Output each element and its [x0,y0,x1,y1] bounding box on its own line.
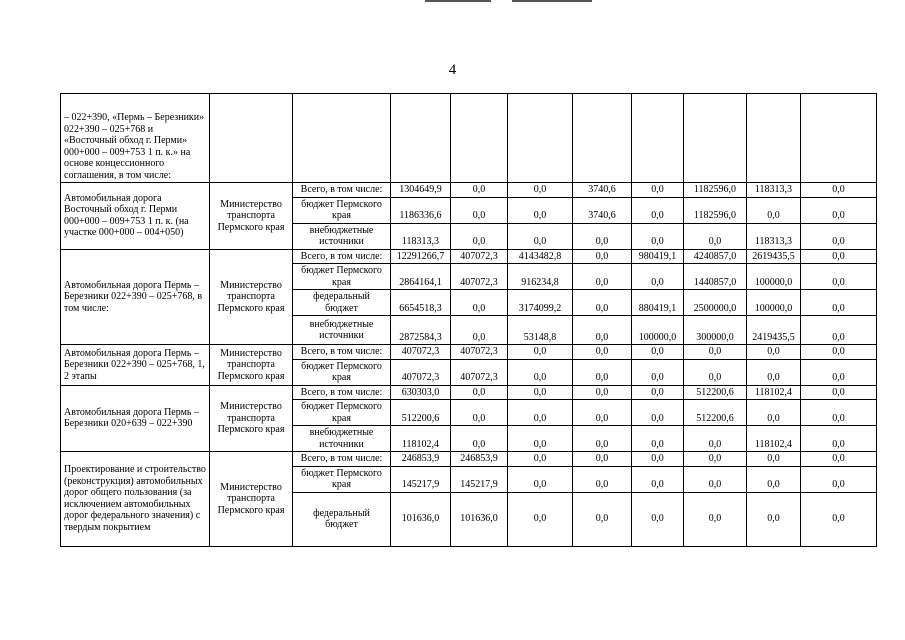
amount-cell: 0,0 [508,466,573,492]
executor-cell: Министерство транспорта Пермского края [210,183,293,250]
amount-cell: 101636,0 [451,492,508,546]
amount-cell: 3740,6 [573,197,632,223]
amount-cell: 0,0 [632,345,684,360]
header-rule-left [425,0,491,2]
executor-cell: Министерство транспорта Пермского края [210,452,293,547]
amount-cell: 0,0 [801,197,877,223]
funding-source-cell: бюджет Пермского края [293,400,391,426]
amount-cell: 246853,9 [451,452,508,467]
amount-cell: 0,0 [684,426,747,452]
amount-cell: 100000,0 [747,290,801,316]
amount-cell: 0,0 [801,316,877,345]
funding-source-cell: федеральный бюджет [293,492,391,546]
amount-cell: 0,0 [801,290,877,316]
amount-cell: 0,0 [508,492,573,546]
amount-cell: 0,0 [632,359,684,385]
funding-source-cell: внебюджетные источники [293,223,391,249]
amount-cell: 100000,0 [632,316,684,345]
amount-cell: 0,0 [573,452,632,467]
amount-cell: 12291266,7 [391,249,451,264]
amount-cell: 100000,0 [747,264,801,290]
amount-cell: 0,0 [573,223,632,249]
amount-cell: 0,0 [684,345,747,360]
amount-cell: 0,0 [573,345,632,360]
amount-cell: 0,0 [801,359,877,385]
amount-cell: 2500000,0 [684,290,747,316]
amount-cell: 407072,3 [451,249,508,264]
amount-cell: 0,0 [632,426,684,452]
amount-cell: 0,0 [451,197,508,223]
amount-cell: 0,0 [632,400,684,426]
amount-cell: 1182596,0 [684,183,747,198]
amount-cell: 0,0 [801,452,877,467]
funding-source-cell: Всего, в том числе: [293,345,391,360]
amount-cell: 0,0 [747,492,801,546]
amount-cell: 0,0 [573,264,632,290]
amount-cell: 0,0 [801,345,877,360]
amount-cell: 407072,3 [451,345,508,360]
amount-cell: 0,0 [747,400,801,426]
amount-cell: 512200,6 [391,400,451,426]
amount-cell: 0,0 [508,345,573,360]
amount-cell: 0,0 [801,264,877,290]
amount-cell: 101636,0 [391,492,451,546]
table-body [61,94,877,547]
funding-source-cell: внебюджетные источники [293,316,391,345]
empty-cell [391,94,451,183]
amount-cell: 0,0 [801,223,877,249]
amount-cell: 0,0 [801,426,877,452]
amount-cell: 53148,8 [508,316,573,345]
table-row [61,452,877,467]
amount-cell: 0,0 [508,400,573,426]
funding-source-cell: бюджет Пермского края [293,264,391,290]
amount-cell: 118313,3 [747,223,801,249]
amount-cell: 512200,6 [684,385,747,400]
funding-source-cell: бюджет Пермского края [293,197,391,223]
empty-cell [573,94,632,183]
amount-cell: 630303,0 [391,385,451,400]
header-rule-right [512,0,592,2]
amount-cell: 407072,3 [451,359,508,385]
table-row [61,345,877,360]
amount-cell: 0,0 [801,466,877,492]
amount-cell: 118102,4 [391,426,451,452]
amount-cell: 0,0 [508,385,573,400]
amount-cell: 1440857,0 [684,264,747,290]
amount-cell: 0,0 [508,426,573,452]
empty-cell [451,94,508,183]
intro-name-cell: – 022+390, «Пермь – Березники» 022+390 – 025+768 и «Восточный обход г. Перми» 000+000 – 009+753 1 п. к.» на основе концессионного соглашения, в том числе: [61,94,210,183]
amount-cell: 2864164,1 [391,264,451,290]
amount-cell: 1182596,0 [684,197,747,223]
amount-cell: 0,0 [684,466,747,492]
amount-cell: 0,0 [508,197,573,223]
executor-cell: Министерство транспорта Пермского края [210,345,293,386]
amount-cell: 0,0 [451,426,508,452]
amount-cell: 246853,9 [391,452,451,467]
amount-cell: 0,0 [573,290,632,316]
amount-cell: 6654518,3 [391,290,451,316]
amount-cell: 4143482,8 [508,249,573,264]
amount-cell: 145217,9 [391,466,451,492]
amount-cell: 0,0 [573,249,632,264]
object-name-cell: Проектирование и строительство (реконструкция) автомобильных дорог общего пользования (за исключением автомобильных дорог федерального значения) с твердым покрытием [61,452,210,547]
amount-cell: 880419,1 [632,290,684,316]
amount-cell: 4240857,0 [684,249,747,264]
budget-table [60,93,877,547]
amount-cell: 0,0 [801,249,877,264]
amount-cell: 0,0 [801,400,877,426]
amount-cell: 0,0 [573,492,632,546]
amount-cell: 0,0 [632,452,684,467]
amount-cell: 0,0 [747,452,801,467]
amount-cell: 0,0 [632,466,684,492]
amount-cell: 0,0 [684,492,747,546]
amount-cell: 145217,9 [451,466,508,492]
amount-cell: 0,0 [632,223,684,249]
amount-cell: 3174099,2 [508,290,573,316]
amount-cell: 407072,3 [391,345,451,360]
amount-cell: 980419,1 [632,249,684,264]
amount-cell: 0,0 [451,183,508,198]
empty-cell [632,94,684,183]
empty-cell [210,94,293,183]
amount-cell: 0,0 [684,452,747,467]
empty-cell [293,94,391,183]
funding-source-cell: бюджет Пермского края [293,359,391,385]
amount-cell: 0,0 [801,492,877,546]
amount-cell: 118102,4 [747,385,801,400]
amount-cell: 512200,6 [684,400,747,426]
amount-cell: 0,0 [508,183,573,198]
funding-source-cell: Всего, в том числе: [293,183,391,198]
amount-cell: 0,0 [508,452,573,467]
object-name-cell: Автомобильная дорога Пермь – Березники 020+639 – 022+390 [61,385,210,452]
amount-cell: 0,0 [508,359,573,385]
amount-cell: 0,0 [573,359,632,385]
amount-cell: 2419435,5 [747,316,801,345]
funding-source-cell: федеральный бюджет [293,290,391,316]
amount-cell: 0,0 [632,197,684,223]
amount-cell: 407072,3 [391,359,451,385]
amount-cell: 0,0 [632,264,684,290]
amount-cell: 0,0 [573,400,632,426]
amount-cell: 2872584,3 [391,316,451,345]
amount-cell: 0,0 [747,359,801,385]
page-number: 4 [448,62,457,78]
intro-row [61,94,877,183]
amount-cell: 0,0 [508,223,573,249]
amount-cell: 118313,3 [391,223,451,249]
funding-source-cell: Всего, в том числе: [293,452,391,467]
amount-cell: 0,0 [747,197,801,223]
amount-cell: 0,0 [632,385,684,400]
amount-cell: 0,0 [573,385,632,400]
funding-source-cell: Всего, в том числе: [293,385,391,400]
executor-cell: Министерство транспорта Пермского края [210,249,293,345]
amount-cell: 0,0 [451,400,508,426]
amount-cell: 0,0 [451,290,508,316]
object-name-cell: Автомобильная дорога Пермь – Березники 022+390 – 025+768, в том числе: [61,249,210,345]
amount-cell: 916234,8 [508,264,573,290]
amount-cell: 1186336,6 [391,197,451,223]
amount-cell: 2619435,5 [747,249,801,264]
amount-cell: 0,0 [747,466,801,492]
empty-cell [747,94,801,183]
amount-cell: 0,0 [573,316,632,345]
empty-cell [508,94,573,183]
amount-cell: 407072,3 [451,264,508,290]
funding-source-cell: Всего, в том числе: [293,249,391,264]
empty-cell [801,94,877,183]
object-name-cell: Автомобильная дорога Восточный обход г. Перми 000+000 – 009+753 1 п. к. (на участке 000+000 – 004+050) [61,183,210,250]
amount-cell: 0,0 [684,359,747,385]
amount-cell: 0,0 [632,183,684,198]
object-name-cell: Автомобильная дорога Пермь – Березники 022+390 – 025+768, 1, 2 этапы [61,345,210,386]
amount-cell: 0,0 [801,183,877,198]
amount-cell: 0,0 [451,223,508,249]
amount-cell: 1304649,9 [391,183,451,198]
amount-cell: 0,0 [573,426,632,452]
amount-cell: 0,0 [451,316,508,345]
amount-cell: 0,0 [747,345,801,360]
table-row [61,183,877,198]
amount-cell: 0,0 [684,223,747,249]
funding-source-cell: внебюджетные источники [293,426,391,452]
amount-cell: 300000,0 [684,316,747,345]
amount-cell: 0,0 [632,492,684,546]
amount-cell: 0,0 [801,385,877,400]
amount-cell: 3740,6 [573,183,632,198]
funding-source-cell: бюджет Пермского края [293,466,391,492]
amount-cell: 0,0 [451,385,508,400]
table-row [61,385,877,400]
table-row [61,249,877,264]
amount-cell: 0,0 [573,466,632,492]
amount-cell: 118313,3 [747,183,801,198]
amount-cell: 118102,4 [747,426,801,452]
executor-cell: Министерство транспорта Пермского края [210,385,293,452]
empty-cell [684,94,747,183]
